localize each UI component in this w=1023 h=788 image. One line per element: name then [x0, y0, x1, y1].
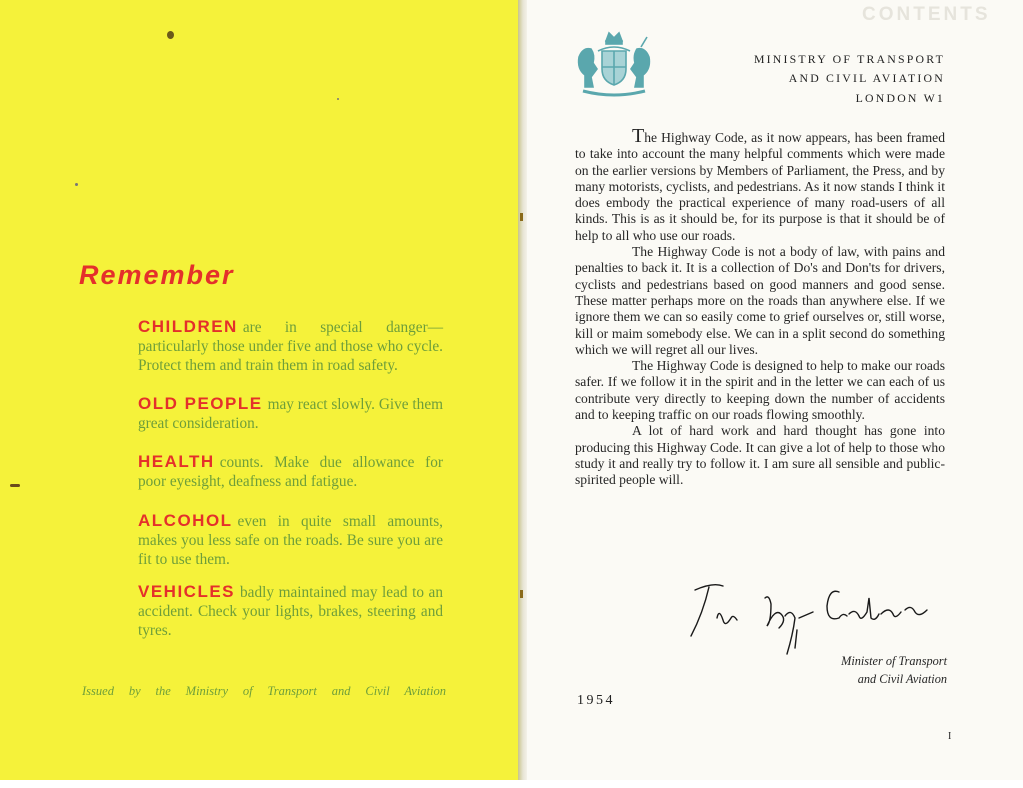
rule-health [138, 452, 443, 491]
show-through-contents-heading: CONTENTS [862, 4, 991, 25]
rule-keyword: OLD PEOPLE [138, 394, 263, 413]
rule-keyword: ALCOHOL [138, 511, 233, 530]
rule-alcohol [138, 511, 443, 569]
minister-title-line: Minister of Transport [841, 654, 947, 668]
rule-keyword: VEHICLES [138, 582, 236, 601]
rule-vehicles [138, 582, 443, 640]
rule-text: are in special danger—particularly those under five and those who cycle. Protect them and train them in road safety. [138, 319, 443, 374]
staple-mark [10, 484, 20, 487]
rule-text: may react slowly. Give them great consideration. [138, 396, 444, 432]
remember-heading: Remember [79, 260, 235, 290]
letter-paragraph: The Highway Code is designed to help to make our roads safer. If we follow it in the spirit and in the letter we can each of us contribute very directly to keeping down the number of accidents and to keeping traffic on our roads flowing smoothly. [575, 358, 945, 423]
spine-staple [520, 213, 523, 221]
letter-paragraph: A lot of hard work and hard thought has gone into producing this Highway Code. It can give a lot of help to those who study it and really try to follow it. I am sure all sensible and public-spirited people will. [575, 423, 945, 488]
letter-paragraph: The Highway Code, as it now appears, has been framed to take into account the many helpful comments which were made on the earlier versions by Members of Parliament, the Press, and by many motorists, cyclists, and pedestrians. As it now stands I think it does embody the practical experience of many road-users of all kinds. This is as it should be, for its purpose is that it should be of help to all who use our roads. [575, 125, 945, 243]
page-bottom-edge [0, 780, 1023, 788]
page-number: I [948, 731, 952, 742]
coat-of-arms-icon [573, 29, 656, 99]
punch-hole [167, 31, 174, 39]
drop-cap: T [632, 125, 645, 147]
address-line: AND CIVIL AVIATION [788, 71, 945, 85]
rule-keyword: CHILDREN [138, 317, 238, 336]
rule-children [138, 317, 443, 375]
spine-staple [520, 590, 523, 598]
paper-speck [337, 98, 339, 100]
rule-keyword: HEALTH [138, 452, 215, 471]
rule-text: counts. Make due allowance for poor eyesight, deafness and fatigue. [138, 454, 443, 490]
letter-paragraph: The Highway Code is not a body of law, with pains and penalties to back it. It is a collection of Do's and Don'ts for drivers, cyclists and pedestrians based on good manners and good sense. These matter perhaps more on the roads than anywhere else. If we ignore them we can so easily come to grief ourselves or, still worse, kill or maim somebody else. We can in a split second do something which we will regret all our lives. [575, 244, 945, 357]
rule-text: badly maintained may lead to an accident. Check your lights, brakes, steering and tyres. [138, 584, 443, 639]
rule-text: even in quite small amounts, makes you less safe on the roads. Be sure you are fit to use them. [138, 513, 443, 568]
minister-title-line: and Civil Aviation [857, 672, 947, 686]
address-line: LONDON W1 [855, 91, 945, 105]
address-line: MINISTRY OF TRANSPORT [753, 52, 945, 66]
year: 1954 [577, 693, 615, 708]
paper-speck [75, 183, 78, 186]
handwritten-signature [683, 578, 943, 658]
rule-old-people [138, 394, 443, 433]
foreword-letter [575, 125, 945, 489]
issued-by-footer: Issued by the Ministry of Transport and Civil Aviation [82, 684, 446, 698]
